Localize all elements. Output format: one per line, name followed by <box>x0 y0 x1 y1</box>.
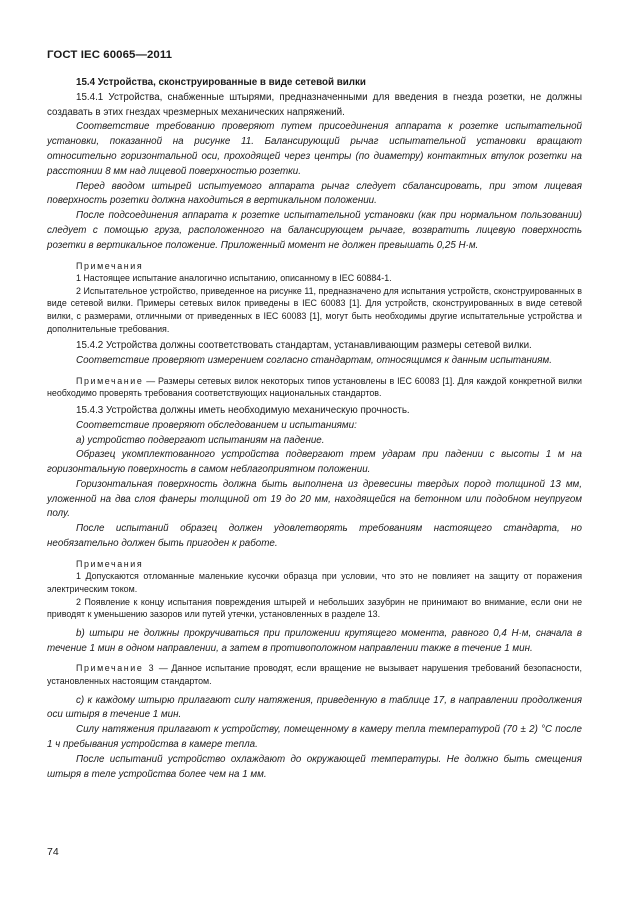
paragraph: а) устройство подвергают испытаниям на падение. <box>76 434 325 446</box>
paragraph: Образец укомплектованного устройства подвергают трем ударам при падении с высоты 1 м на горизонтальную поверхность в самом неблагоприятном положении. <box>47 449 582 476</box>
note-label: Примечание <box>76 375 144 386</box>
note-item: 2 Появление к концу испытания повреждения штырей и небольших зазубрин не принимают во внимание, если они не приводят к уменьшению зазоров или путей утечки, установленных в разделе 13. <box>47 596 582 620</box>
section-title: 15.4 Устройства, сконструированные в виде сетевой вилки <box>76 77 366 88</box>
paragraph: Соответствие требованию проверяют путем присоединения аппарата к розетке испытательной установки, показанной на рисунке 11. Балансирующий рычаг испытательной установки вращают относительно горизонтальной оси, проходящей через центры (по диаметру) контактных втулок розетки на расстоянии 8 мм над лицевой поверхностью розетки. <box>47 121 582 177</box>
note-label: Примечание 3 <box>76 663 156 674</box>
paragraph: Соответствие проверяют измерением согласно стандартам, относящимся к данным испытаниям. <box>76 354 552 366</box>
page-content <box>47 76 582 782</box>
note-heading: Примечания <box>76 558 144 569</box>
paragraph: Соответствие проверяют обследованием и испытаниями: <box>76 419 357 431</box>
note-text: — Размеры сетевых вилок некоторых типов установлены в IEC 60083 [1]. Для каждой конкретной вилки необходимо проверять требования соответствующих национальных стандартов. <box>47 375 582 399</box>
paragraph: 15.4.3 Устройства должны иметь необходимую механическую прочность. <box>76 404 410 416</box>
note-heading: Примечания <box>76 260 144 271</box>
paragraph: После испытаний устройство охлаждают до окружающей температуры. Не должно быть смещения штыря в теле устройства более чем на 1 мм. <box>47 753 582 780</box>
note <box>47 375 582 400</box>
note <box>47 662 582 687</box>
paragraph: 15.4.2 Устройства должны соответствовать стандартам, устанавливающим размеры сетевой вилки. <box>76 340 532 352</box>
paragraph: Горизонтальная поверхность должна быть выполнена из древесины твердых пород толщиной 13 мм, уложенной на два слоя фанеры толщиной от 19 до 20 мм, находящейся на бетонном или подобном неупругом полу. <box>47 478 582 520</box>
note-item: 1 Допускаются отломанные маленькие кусочки образца при условии, что это не повлияет на защиту от поражения электрическим током. <box>47 571 582 595</box>
note-text: — Данное испытание проводят, если вращение не вызывает нарушения требований безопасности, установленных настоящим стандартом. <box>47 663 582 687</box>
paragraph: После испытаний образец должен удовлетворять требованиям настоящего стандарта, но необязательно должен быть пригоден к работе. <box>47 523 582 550</box>
paragraph: с) к каждому штырю прилагают силу натяжения, приведенную в таблице 17, в направлении продолжения оси штыря в течение 1 мин. <box>47 694 582 721</box>
page-header: ГОСТ IEC 60065—2011 <box>47 49 173 61</box>
paragraph: После подсоединения аппарата к розетке испытательной установки (как при нормальном пользовании) следует с помощью груза, расположенного на балансирующем рычаге, возвратить лицевую поверхность розетки в вертикальное положение. Приложенный момент не должен превышать 0,25 Н·м. <box>47 210 582 251</box>
paragraph: Силу натяжения прилагают к устройству, помещенному в камеру тепла температурой (70 ± 2) °С после 1 ч пребывания устройства в камере тепла. <box>47 724 582 751</box>
paragraph: Перед вводом штырей испытуемого аппарата рычаг следует сбалансировать, при этом лицевая поверхность розетки должна находиться в вертикальном положении. <box>47 180 582 207</box>
paragraph: b) штыри не должны прокручиваться при приложении крутящего момента, равного 0,4 Н·м, сначала в течение 1 мин в одном направлении, а затем в противоположном направлении также в течение 1 мин. <box>47 627 582 654</box>
paragraph: 15.4.1 Устройства, снабженные штырями, предназначенными для введения в гнезда розетки, не должны создавать в этих гнездах чрезмерных механических напряжений. <box>47 91 582 118</box>
note-item: 2 Испытательное устройство, приведенное на рисунке 11, предназначено для испытания устройств, сконструированных в виде сетевой вилки. Примеры сетевых вилок приведены в IEC 60083 [1]. Для устройств, сконструированных в виде сетевой вилки, с размерами, отличными от приведенных в IEC 60083 [1], могут быть необходимы другие испытательные устройства и дополнительные требования. <box>47 285 582 334</box>
note-item: 1 Настоящее испытание аналогично испытанию, описанному в IEC 60884-1. <box>76 273 392 284</box>
page-number: 74 <box>47 846 59 858</box>
